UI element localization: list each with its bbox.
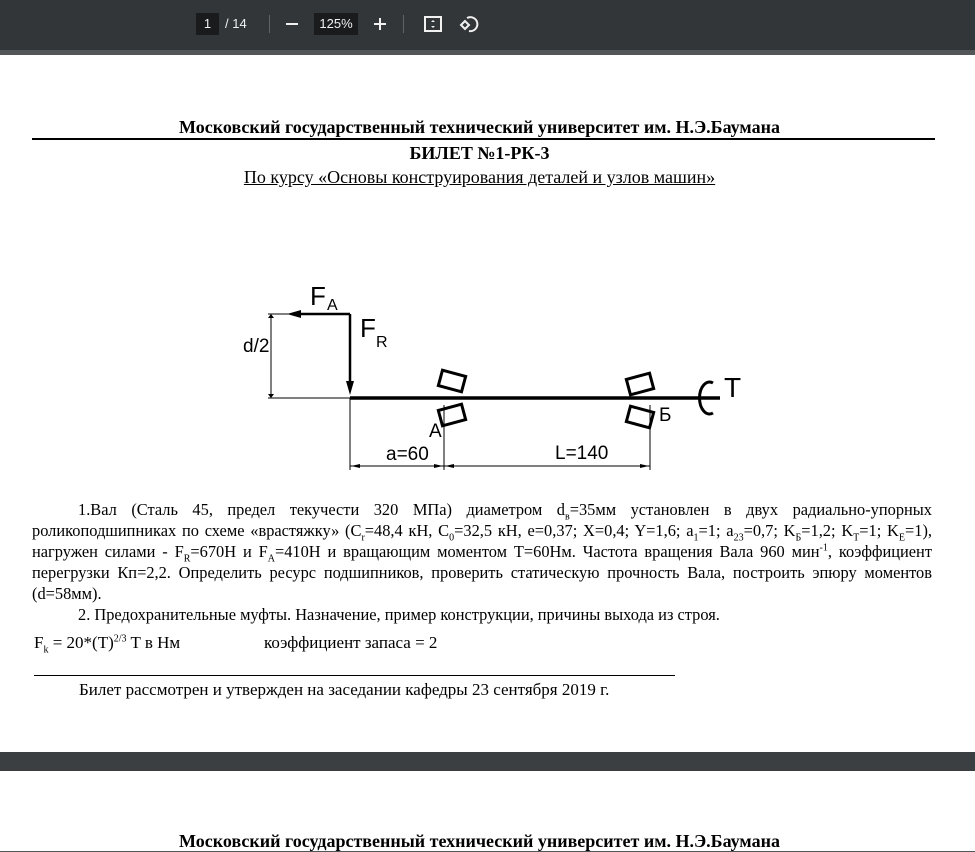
fr-label: F	[360, 313, 376, 343]
problem-1-segment: =410Н и вращающим моментом T=60Нм. Частота вращения Вала 960 мин	[274, 542, 820, 561]
problem-1-segment: в	[565, 511, 570, 523]
problem-1-segment: 1	[693, 532, 699, 544]
pdf-toolbar	[0, 0, 975, 50]
problem-1-segment: =35мм установлен в двух радиально-упорных роликоподшипниках по схеме «врастяжку» (C	[32, 500, 932, 540]
rotate-icon[interactable]	[457, 12, 481, 36]
problem-1-segment: 0	[449, 532, 455, 544]
formula-line: $F_k = 20*(T)^{2/3}$ T в Нм	[34, 633, 181, 656]
approval-text: Билет рассмотрен и утвержден на заседании кафедры 23 сентября 2019 г.	[79, 680, 610, 699]
problem-1-segment: r	[361, 532, 365, 544]
page-number-input[interactable]: 1	[196, 13, 219, 35]
problem-1-text	[32, 499, 932, 604]
zoom-out-icon[interactable]	[280, 12, 304, 36]
university-heading: Московский государственный технический университет им. Н.Э.Баумана	[179, 117, 780, 137]
problem-1-segment: =32,5 кН, e=0,37; X=0,4; Y=1,6; a	[454, 521, 694, 540]
problem-1-segment: =1,2; K	[801, 521, 854, 540]
problem-1-segment: -1	[819, 542, 828, 554]
problem-1-segment: E	[898, 532, 905, 544]
problem-1-segment: R	[183, 553, 191, 565]
divider	[403, 15, 404, 33]
page-count: / 14	[225, 16, 247, 31]
torque-label: T	[724, 372, 742, 403]
problem-1-segment: =48,4 кН, C	[364, 521, 450, 540]
problem-1-segment: , коэффициент перегрузки Кп=2,2. Определить ресурс подшипников, проверить статическую прочность Вала, построить эпюру моментов (d=58мм).	[32, 542, 932, 603]
pdf-page-2	[0, 771, 975, 851]
d2-label: d/2	[243, 336, 270, 357]
course-title: По курсу «Основы конструирования деталей и узлов машин»	[243, 167, 716, 187]
bearing-a-label: A	[429, 421, 442, 442]
divider-rule	[34, 675, 675, 676]
zoom-level-input[interactable]: 125%	[314, 13, 358, 35]
svg-text:A: A	[327, 297, 338, 314]
problem-1-segment: =1; a	[698, 521, 734, 540]
pdf-page-1	[0, 55, 975, 752]
shaft-diagram	[0, 55, 975, 485]
fit-page-icon[interactable]	[421, 12, 445, 36]
problem-1-segment: A	[267, 553, 275, 565]
problem-1-segment: =0,7; K	[743, 521, 796, 540]
problem-1-segment: 23	[733, 532, 744, 544]
svg-text:R: R	[376, 334, 388, 351]
problem-1-segment: =1; K	[859, 521, 899, 540]
problem-1-segment: 1.Вал (Сталь 45, предел текучести 320 МПа) диаметром d	[78, 500, 565, 519]
safety-factor: коэффициент запаса = 2	[264, 633, 438, 652]
ticket-title: БИЛЕТ №1-РК-3	[409, 143, 550, 163]
problem-1-segment: T	[853, 532, 860, 544]
problem-1-segment: =1), нагружен силами - F	[32, 521, 932, 561]
bearing-b-label: Б	[659, 405, 672, 426]
dim-l-label: L=140	[555, 443, 609, 464]
problem-1-segment: Б	[795, 532, 802, 544]
page-gap	[0, 752, 975, 771]
university-heading: Московский государственный технический университет им. Н.Э.Баумана	[179, 831, 780, 851]
fa-label: F	[310, 281, 326, 311]
problem-2-text: 2. Предохранительные муфты. Назначение, пример конструкции, причины выхода из строя.	[78, 605, 720, 624]
problem-1-segment: =670Н и F	[190, 542, 268, 561]
dim-a-label: a=60	[386, 444, 429, 465]
zoom-in-icon[interactable]	[368, 12, 392, 36]
divider	[269, 15, 270, 33]
